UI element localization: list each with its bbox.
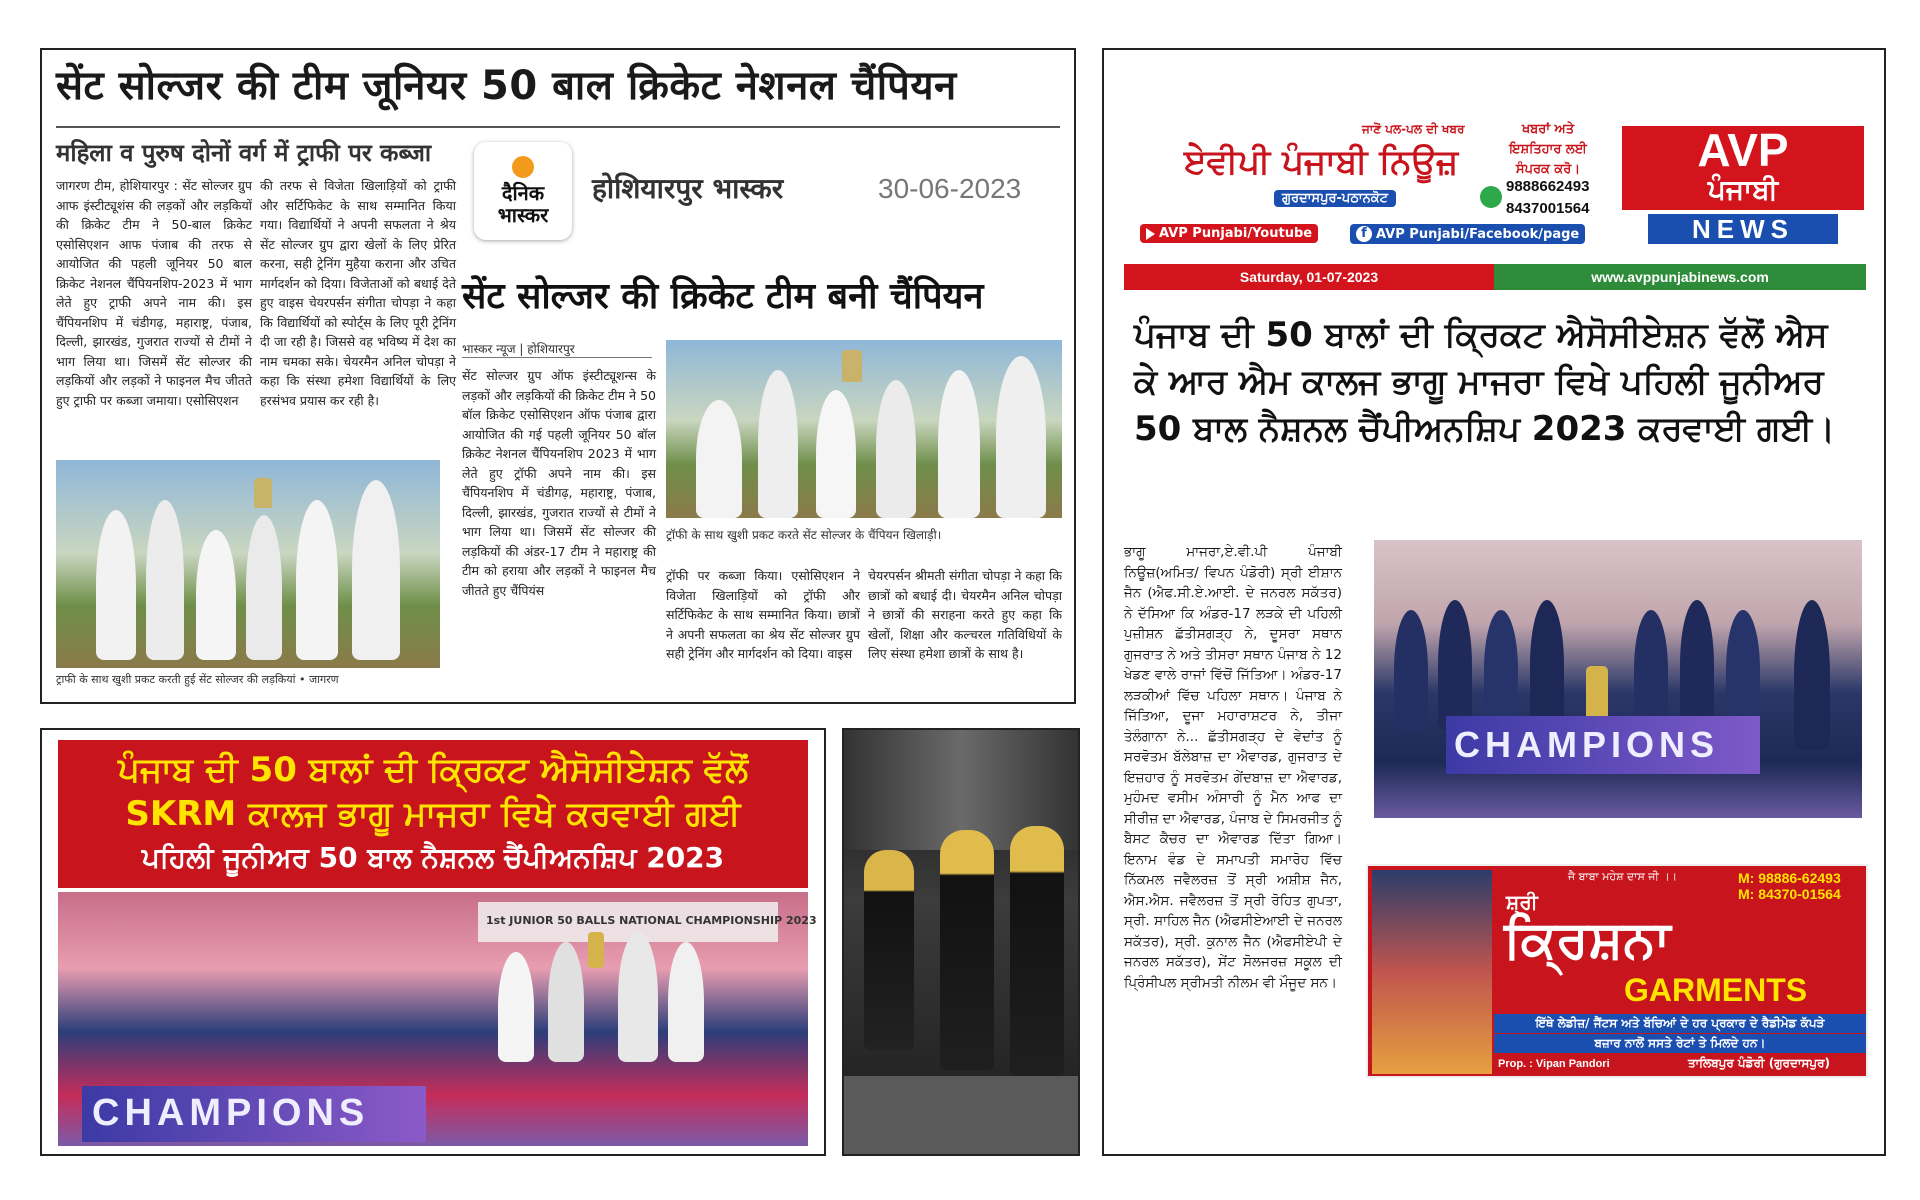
logo-word-bhaskar: भास्कर (497, 203, 549, 227)
phone-number-2: 8437001564 (1506, 200, 1590, 217)
player-figure (996, 356, 1046, 518)
phone-number-1: 9888662493 (1506, 178, 1590, 195)
ad-krishna: ਕ੍ਰਿਸ਼ਨਾ (1504, 910, 1671, 970)
stage-banner (478, 902, 817, 942)
krishna-garments-ad (1366, 864, 1868, 1078)
trophy-icon (254, 478, 272, 508)
player-figure (1530, 600, 1564, 730)
ad-line-2: ਬਜ਼ਾਰ ਨਾਲੋਂ ਸਸਤੇ ਰੇਟਾਂ ਤੇ ਮਿਲਦੇ ਹਨ। (1494, 1034, 1866, 1053)
whatsapp-icon (1480, 186, 1502, 208)
ad-proprietor: Prop. : Vipan Pandori (1498, 1058, 1610, 1070)
player-figure (146, 500, 184, 660)
player-figure (758, 370, 798, 518)
masthead (1124, 120, 1866, 264)
player-figure (696, 400, 742, 518)
poster-line-3: ਪਹਿਲੀ ਜੂਨੀਅਰ 50 ਬਾਲ ਨੈਸ਼ਨਲ ਚੈਂਪੀਅਨਸ਼ਿਪ 2023 (141, 841, 725, 874)
ad-phone-1: M: 98886-62493 (1738, 870, 1841, 886)
trophy-icon (588, 932, 604, 968)
player-figure (246, 515, 282, 660)
player-figure (938, 370, 980, 518)
facebook-label: AVP Punjabi/Facebook/page (1376, 226, 1580, 242)
poster-line-1: ਪੰਜਾਬ ਦੀ 50 ਬਾਲਾਂ ਦੀ ਕ੍ਰਿਕਟ ਐਸੋਸੀਏਸ਼ਨ ਵੱਲੋਂ (118, 750, 748, 790)
poster-title-block (58, 740, 808, 888)
clipping-subheadline: महिला व पुरुष दोनों वर्ग में ट्राफी पर कब्जा (56, 139, 432, 167)
article2-column-1: सेंट सोल्जर ग्रुप ऑफ इंस्टीट्यूशन्स के लड़कों और लड़कियों की क्रिकेट टीम ने 50 बॉल क्रिकेट एसोसिएशन ऑफ पंजाब द्वारा आयोजित की गई पहली जूनियर 50 बॉल क्रिकेट नेशनल चैंपियनशिप 2023 में भाग लेते हुए ट्रॉफी अपने नाम की। इस चैंपियनशिप में चंडीगढ़, महाराष्ट्र, पंजाब, दिल्ली, झारखंड, गुजरात राज्यों से टीमों ने भाग लिया था। जिसमें सेंट सोल्जर की लड़कियों की अंडर-17 टीम ने महाराष्ट्र की टीम को हराया और लड़कों ने फाइनल मैच जीतते हुए चैंपियंस (462, 368, 656, 598)
champions-banner (82, 1086, 426, 1142)
issue-date: Saturday, 01-07-2023 (1239, 269, 1379, 285)
avp-headline: ਪੰਜਾਬ ਦੀ 50 ਬਾਲਾਂ ਦੀ ਕ੍ਰਿਕਟ ਐਸੋਸੀਏਸ਼ਨ ਵੱਲੋਂ ਐਸ ਕੇ ਆਰ ਐਮ ਕਾਲਜ ਭਾਗੂ ਮਾਜਰਾ ਵਿਖੇ ਪਹਿਲੀ ਜੂਨੀਅਰ 50 ਬਾਲ ਨੈਸ਼ਨਲ ਚੈਂਪੀਅਨਸ਼ਿਪ 2023 ਕਰਵਾਈ ਗਈ। (1134, 315, 1836, 449)
ad-line-1: ਇੱਥੇ ਲੇਡੀਜ਼/ ਜੈਂਟਸ ਅਤੇ ਬੱਚਿਆਂ ਦੇ ਹਰ ਪ੍ਰਕਾਰ ਦੇ ਰੈਡੀਮੇਡ ਕੱਪੜੇ (1494, 1014, 1866, 1033)
facebook-link[interactable] (1350, 224, 1585, 244)
ceremony-photo (58, 892, 817, 1146)
player-figure (196, 530, 236, 660)
masthead-subtitle: ਗੁਰਦਾਸਪੁਰ-ਪਠਾਨਕੋਟ (1274, 190, 1396, 207)
trophy-icon (864, 850, 914, 1050)
source-name: होशियारपुर भास्कर (592, 172, 784, 205)
official-figure (618, 932, 658, 1062)
clipping-headline: सेंट सोल्जर की टीम जूनियर 50 बाल क्रिकेट नेशनल चैंपियन (56, 63, 957, 109)
stage-banner-text: 1st JUNIOR 50 BALLS NATIONAL CHAMPIONSHIP 2023 (486, 914, 817, 927)
girls-photo-caption: ट्राफी के साथ खुशी प्रकट करती हुई सेंट सोल्जर की लड़कियां • जागरण (56, 673, 339, 686)
article2-byline: भास्कर न्यूज | होशियारपुर (462, 340, 652, 358)
champions-banner-text: CHAMPIONS (1454, 724, 1720, 765)
avp-logo (1622, 126, 1864, 252)
youtube-icon (1146, 228, 1155, 240)
website-url: www.avppunjabinews.com (1591, 269, 1769, 285)
article-column-1: जागरण टीम, होशियारपुर : सेंट सोल्जर ग्रुप आफ इंस्टीट्यूशंस की लड़कों और लड़कियों की क्रिकेट टीम ने 50-बाल क्रिकेट एसोसिएशन आफ पंजाब की तरफ से आयोजित की पहली जूनियर 50 बाल क्रिकेट नेशनल चैंपियनशिप-2023 में भाग लेते हुए ट्राफी अपने नाम की। इस चैंपियनशिप में चंडीगढ़, महाराष्ट्र, पंजाब, दिल्ली, झारखंड, गुजरात राज्यों से टीमों ने भाग लिया था। जिसमें सेंट सोल्जर की लड़कियों और लड़कों ने फाइनल मैच जीतते हुए ट्राफी पर कब्जा जमाया। एसोसिएशन (56, 178, 252, 408)
official-figure (548, 942, 584, 1062)
official-figure (498, 952, 534, 1062)
article2-column-3: चेयरपर्सन श्रीमती संगीता चोपड़ा ने कहा कि छात्रों को बधाई दी। चेयरमैन अनिल चोपड़ा ने छात्रों की सराहना करते हुए कहा कि खेलों, शिक्षा और कल्चरल गतिविधियों के लिए संस्था हमेशा छात्रों के साथ है। (868, 568, 1062, 661)
masthead-title: ਏਵੀਪੀ ਪੰਜਾਬੀ ਨਿਊਜ਼ (1184, 142, 1459, 182)
champions-banner (1446, 716, 1760, 774)
clipping-date: 30-06-2023 (878, 173, 1022, 204)
headline-rule (56, 126, 1060, 128)
article2-column-2: ट्रॉफी पर कब्जा किया। एसोसिएशन ने विजेता खिलाड़ियों को ट्रॉफी और सर्टिफिकेट के साथ सम्मानित किया। छात्रों ने अपनी सफलता का श्रेय सेंट सोल्जर ग्रुप सही ट्रेनिंग और मार्गदर्शन को दिया। वाइस (666, 568, 860, 661)
player-figure (1438, 600, 1472, 730)
player-figure (816, 390, 856, 518)
ad-garments: GARMENTS (1624, 972, 1808, 1008)
sun-icon (512, 156, 534, 178)
article2-headline: सेंट सोल्जर की क्रिकेट टीम बनी चैंपियन (462, 276, 984, 317)
player-figure (96, 510, 136, 660)
player-figure (1680, 600, 1714, 730)
logo-word-dainik: दैनिक (501, 181, 545, 205)
logo-news-text: NEWS (1692, 214, 1794, 244)
poster-line-2: SKRM ਕਾਲਜ ਭਾਗੂ ਮਾਜਰਾ ਵਿਖੇ ਕਰਵਾਈ ਗਈ (125, 794, 741, 834)
trophy-icon (842, 350, 862, 382)
date-bar-green (1494, 264, 1866, 290)
champions-banner-text: CHAMPIONS (92, 1092, 370, 1134)
youtube-label: AVP Punjabi/Youtube (1159, 226, 1313, 241)
ad-shri: ਸ਼੍ਰੀ (1506, 890, 1538, 914)
youtube-link[interactable] (1140, 224, 1318, 243)
date-bar-red (1124, 264, 1494, 290)
panel-avp-news (1102, 48, 1886, 1156)
ad-phone-2: M: 84370-01564 (1738, 886, 1841, 902)
official-figure (668, 942, 704, 1062)
ad-place: ਤਾਲਿਬਪੁਰ ਪੰਡੋਰੀ (ਗੁਰਦਾਸਪੁਰ) (1688, 1056, 1831, 1070)
deity-picture (1372, 870, 1492, 1074)
masthead-tagline: ਜਾਣੋਂ ਪਲ-ਪਲ ਦੀ ਖਬਰ (1362, 122, 1465, 136)
player-figure (296, 500, 338, 660)
counter-base (844, 1076, 1078, 1154)
avp-article-body: ਭਾਗੂ ਮਾਜਰਾ,ਏ.ਵੀ.ਪੀ ਪੰਜਾਬੀ ਨਿਊਜ਼(ਅਮਿਤ/ ਵਿਪਨ ਪੰਡੋਰੀ) ਸ੍ਰੀ ਈਸ਼ਾਨ ਜੈਨ (ਐਫ.ਸੀ.ਏ.ਆਈ. ਦੇ ਜਨਰਲ ਸਕੱਤਰ) ਨੇ ਦੱਸਿਆ ਕਿ ਅੰਡਰ-17 ਲੜਕੇ ਦੀ ਪਹਿਲੀ ਪੁਜ਼ੀਸ਼ਨ ਛੱਤੀਸਗੜ੍ਹ ਨੇ, ਦੂਸਰਾ ਸਥਾਨ ਗੁਜਰਾਤ ਨੇ ਅਤੇ ਤੀਸਰਾ ਸਥਾਨ ਪੰਜਾਬ ਨੇ 12 ਖੇਡਣ ਵਾਲੇ ਰਾਜਾਂ ਵਿੱਚੋਂ ਜਿੱਤਿਆ। ਅੰਡਰ-17 ਲੜਕੀਆਂ ਵਿੱਚ ਪਹਿਲਾ ਸਥਾਨ। ਪੰਜਾਬ ਨੇ ਜਿੱਤਿਆ, ਦੂਜਾ ਮਹਾਰਾਸ਼ਟਰ ਨੇ, ਤੀਜਾ ਤੇਲੰਗਾਨਾ ਨੇ... ਛੱਤੀਸਗੜ੍ਹ ਦੇ ਵੇਦਾਂਤ ਨੂੰ ਸਰਵੋਤਮ ਬੱਲੇਬਾਜ਼ ਦਾ ਐਵਾਰਡ, ਗੁਜਰਾਤ ਦੇ ਇਜ਼ਹਾਰ ਨੂੰ ਸਰਵੋਤਮ ਗੇਂਦਬਾਜ਼ ਦਾ ਐਵਾਰਡ, ਮੁਹੰਮਦ ਵਸੀਮ ਅੰਸਾਰੀ ਨੂੰ ਮੈਨ ਆਫ ਦਾ ਸੀਰੀਜ਼ ਦਾ ਐਵਾਰਡ, ਪੰਜਾਬ ਦੇ ਸਿਮਰਜੀਤ ਨੂੰ ਬੈਸਟ ਕੈਚਰ ਦਾ ਐਵਾਰਡ ਦਿੱਤਾ ਗਿਆ। ਇਨਾਮ ਵੰਡ ਦੇ ਸਮਾਪਤੀ ਸਮਾਰੋਹ ਵਿੱਚ ਨਿੱਕਮਲ ਜਵੈਲਰਜ਼ ਤੋਂ ਸ੍ਰੀ ਅਸ਼ੀਸ਼ ਜੈਨ, ਐਸ.ਐਸ. ਜਵੈਲਰਜ਼ ਤੋਂ ਸ੍ਰੀ ਰੋਹਿਤ ਗੁਪਤਾ, ਸ੍ਰੀ. ਸਾਹਿਲ ਜੈਨ (ਐਫਸੀਏਆਈ ਦੇ ਜਨਰਲ ਸਕੱਤਰ), ਸ੍ਰੀ. ਕੁਨਾਲ ਜੈਨ (ਐਫਸੀਏਪੀ ਦੇ ਜਨਰਲ ਸਕੱਤਰ), ਸੇਂਟ ਸੋਲਜਰਜ਼ ਸਕੂਲ ਦੀ ਪ੍ਰਿੰਸੀਪਲ ਸ੍ਰੀਮਤੀ ਨੀਲਮ ਵੀ ਮੌਜੂਦ ਸਨ। (1124, 544, 1342, 991)
article-column-2: की तरफ से विजेता खिलाड़ियों को ट्राफी और सर्टिफिकेट के साथ सम्मानित किया गया। विद्यार्थियों ने अपनी सफलता ने श्रेय सेंट सोल्जर ग्रुप द्वारा खेलों के लिए प्रेरित करना, सही ट्रेनिंग मुहैया कराना और उचित मार्गदर्शन को दिया। विजेताओं को बधाई देते हुए वाइस चेयरपर्सन संगीता चोपड़ा ने कहा कि विद्यार्थियों को स्पोर्ट्स के लिए पूरी ट्रेनिंग दी जा रही है। जिससे वह भविष्य में देश का नाम चमका सके। चेयरमैन अनिल चोपड़ा ने कहा कि संस्था हमेशा विद्यार्थियों के लिए हरसंभव प्रयास कर रही है। (260, 178, 456, 408)
panel-hindi-clipping (40, 48, 1076, 704)
team-photo-caption: ट्रॉफी के साथ खुशी प्रकट करते सेंट सोल्जर के चैंपियन खिलाड़ी। (666, 528, 942, 542)
player-figure (1484, 610, 1518, 730)
logo-avp-block (1622, 126, 1864, 210)
date-bar (1124, 264, 1866, 290)
girls-team-photo (56, 460, 440, 668)
bhaskar-logo (474, 142, 572, 240)
panel-championship-poster (40, 728, 826, 1156)
player-figure (1634, 610, 1668, 730)
player-figure (352, 480, 400, 660)
logo-avp-text: AVP (1697, 124, 1789, 176)
ad-top-line: ਜੈ ਬਾਬਾ ਮਹੇਸ਼ ਦਾਸ ਜੀ ।। (1568, 870, 1678, 883)
player-figure (876, 380, 916, 518)
boys-champions-photo (1374, 540, 1862, 818)
player-figure (1394, 610, 1428, 730)
panel-trophies-photo (842, 728, 1080, 1156)
facebook-icon: f (1356, 226, 1372, 242)
trophy-icon (1010, 826, 1064, 1076)
player-figure (1726, 610, 1760, 730)
logo-punjabi-text: ਪੰਜਾਬੀ (1707, 173, 1779, 206)
contact-line: ਖਬਰਾਂ ਅਤੇ ਇਸ਼ਤਿਹਾਰ ਲਈ ਸੰਪਰਕ ਕਰੋ। (1509, 122, 1587, 177)
trophy-icon (940, 830, 994, 1070)
logo-news-block (1648, 214, 1838, 244)
team-trophy-photo (666, 340, 1062, 518)
player-figure (1794, 600, 1830, 750)
